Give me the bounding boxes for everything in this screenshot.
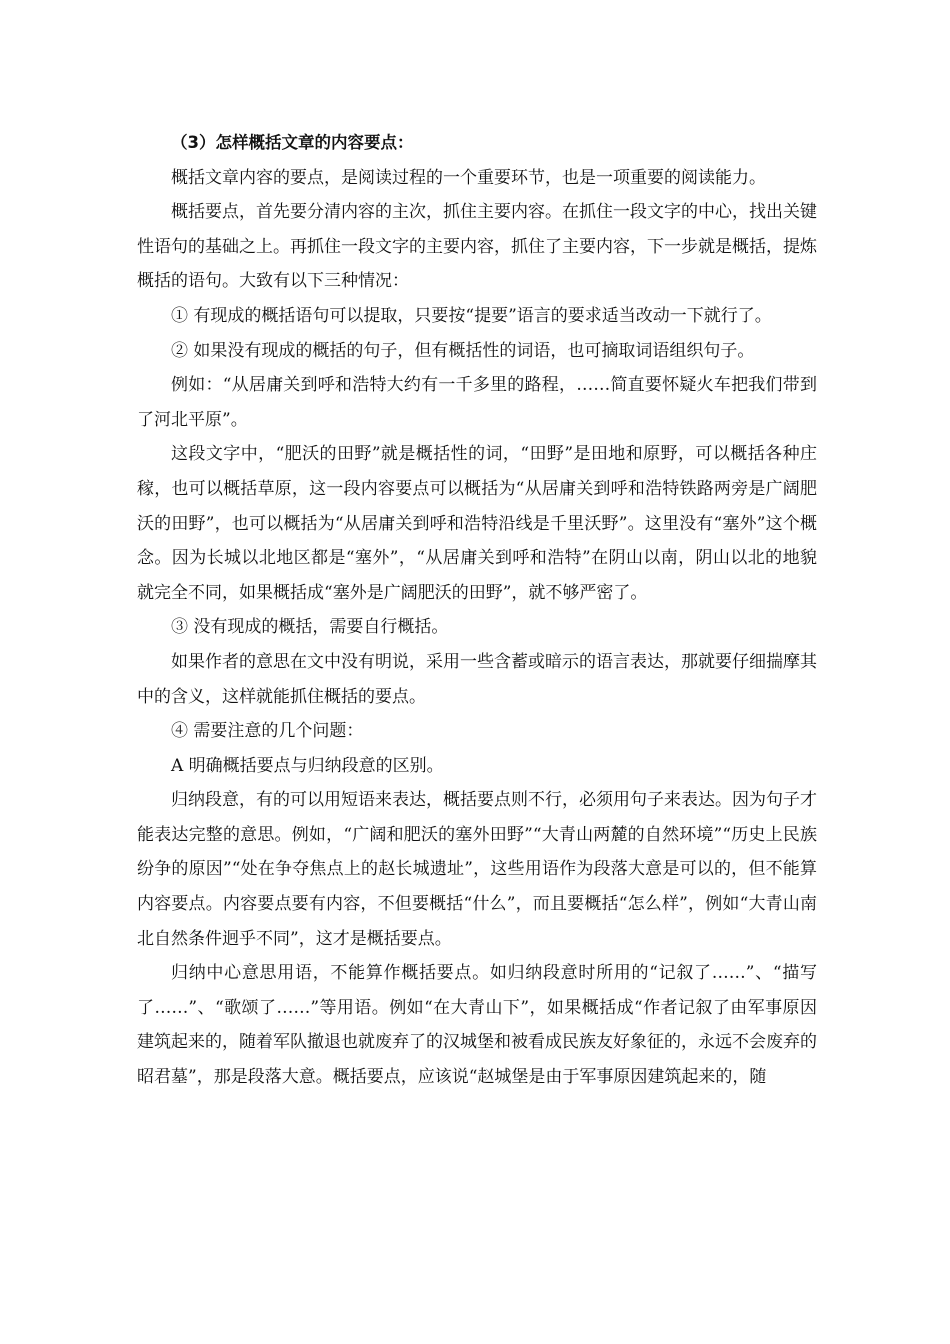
- document-body: [137, 126, 817, 1095]
- list-item-case-1: ① 有现成的概括语句可以提取，只要按“提要”语言的要求适当改动一下就行了。: [171, 305, 772, 326]
- section-heading: （3）怎样概括文章的内容要点：: [171, 133, 414, 152]
- list-item-notes: ④ 需要注意的几个问题：: [171, 721, 364, 742]
- paragraph-summary-vs-main-idea: 归纳段意，有的可以用短语来表达，概括要点则不行，必须用句子来表达。因为句子才能表达完整的意思。例如，“广阔和肥沃的塞外田野”“大青山两麓的自然环境”“历史上民族纷争的原因”“处在争夺焦点上的赵长城遗址”，这些用语作为段落大意是可以的，但不能算内容要点。内容要点要有内容，不但要概括“什么”，而且要概括“怎么样”，例如“大青山南北自然条件迥乎不同”，这才是概括要点。: [137, 790, 817, 949]
- paragraph-central-idea-terms: 归纳中心意思用语，不能算作概括要点。如归纳段意时所用的“记叙了……”、“描写了……”、“歌颂了……”等用语。例如“在大青山下”，如果概括成“作者记叙了由军事原因建筑起来的，随着军队撤退也就废弃了的汉城堡和被看成民族友好象征的，永远不会废弃的昭君墓”，那是段落大意。概括要点，应该说“赵城堡是由于军事原因建筑起来的，随: [137, 963, 817, 1088]
- paragraph-example-analysis: 这段文字中，“肥沃的田野”就是概括性的词，“田野”是田地和原野，可以概括各种庄稼，也可以概括草原，这一段内容要点可以概括为“从居庸关到呼和浩特铁路两旁是广阔肥沃的田野”，也可以概括为“从居庸关到呼和浩特沿线是千里沃野”。这里没有“塞外”这个概念。因为长城以北地区都是“塞外”，“从居庸关到呼和浩特”在阴山以南，阴山以北的地貌就完全不同，如果概括成“塞外是广阔肥沃的田野”，就不够严密了。: [137, 444, 817, 603]
- paragraph-implicit-meaning: 如果作者的意思在文中没有明说，采用一些含蓄或暗示的语言表达，那就要仔细揣摩其中的含义，这样就能抓住概括的要点。: [137, 651, 817, 707]
- list-item-case-2: ② 如果没有现成的概括的句子，但有概括性的词语，也可摘取词语组织句子。: [171, 340, 755, 361]
- paragraph-example-quote: 例如：“从居庸关到呼和浩特大约有一千多里的路程，……简直要怀疑火车把我们带到了河北平原”。: [137, 375, 817, 430]
- paragraph-intro: 概括文章内容的要点，是阅读过程的一个重要环节，也是一项重要的阅读能力。: [171, 167, 766, 188]
- list-item-case-3: ③ 没有现成的概括，需要自行概括。: [171, 617, 449, 638]
- paragraph-method: 概括要点，首先要分清内容的主次，抓住主要内容。在抓住一段文字的中心，找出关键性语句的基础之上。再抓住一段文字的主要内容，抓住了主要内容，下一步就是概括，提炼概括的语句。大致有以下三种情况：: [137, 202, 817, 292]
- sub-item-a: A 明确概括要点与归纳段意的区别。: [171, 755, 444, 776]
